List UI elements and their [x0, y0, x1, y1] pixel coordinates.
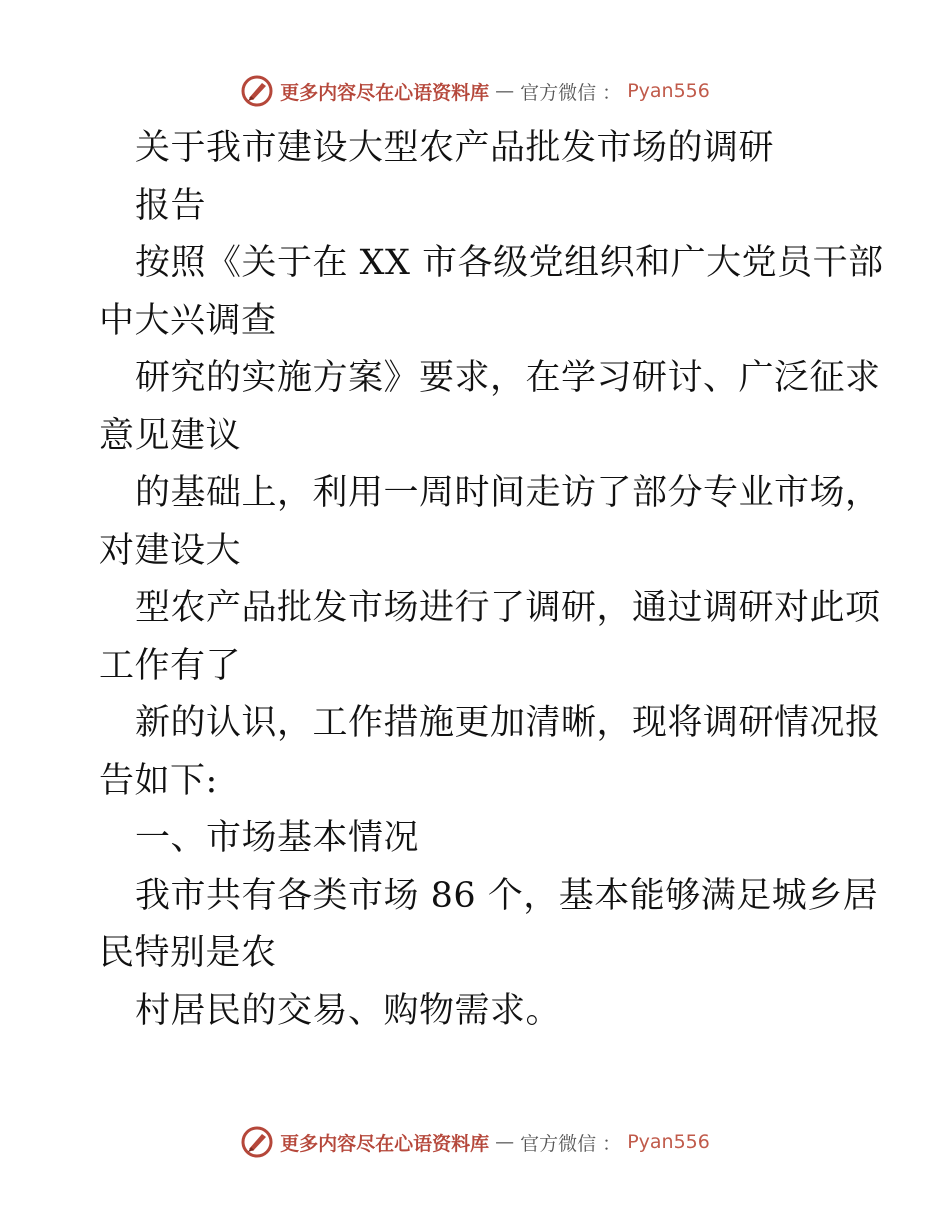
watermark-brand-text: 更多内容尽在心语资料库 — [280, 1132, 490, 1155]
watermark-colon: ： — [602, 1132, 622, 1155]
quill-pen-logo-icon — [240, 74, 274, 108]
document-line: 意见建议 — [99, 415, 242, 456]
section-heading: 一、市场基本情况 — [135, 818, 420, 858]
watermark-label: 官方微信 — [520, 1132, 597, 1155]
document-line: 告如下: — [99, 760, 218, 801]
watermark-colon: ： — [602, 81, 622, 104]
document-body — [99, 120, 884, 1040]
watermark-wechat-id: Pyan556 — [627, 1131, 710, 1153]
document-line: 研究的实施方案》要求，在学习研讨、广泛征求 — [135, 358, 881, 398]
watermark-separator: — — [495, 80, 515, 102]
document-line: 新的认识，工作措施更加清晰，现将调研情况报 — [135, 703, 881, 743]
document-line: 报告 — [135, 185, 207, 226]
watermark-separator: — — [495, 1131, 515, 1153]
document-line: 我市共有各类市场 86 个，基本能够满足城乡居 — [135, 875, 879, 916]
document-line: 关于我市建设大型农产品批发市场的调研 — [135, 128, 775, 168]
footer-watermark — [0, 1122, 950, 1162]
watermark-label: 官方微信 — [520, 81, 597, 104]
document-line: 村居民的交易、购物需求。 — [135, 990, 562, 1031]
watermark-wechat-id: Pyan556 — [627, 80, 710, 102]
header-watermark — [0, 71, 950, 111]
document-line: 工作有了 — [99, 645, 242, 686]
document-line: 型农产品批发市场进行了调研，通过调研对此项 — [135, 588, 881, 628]
document-line: 中大兴调查 — [99, 300, 277, 341]
document-line: 按照《关于在 XX 市各级党组织和广大党员干部 — [135, 243, 884, 283]
document-line: 对建设大 — [99, 530, 242, 571]
watermark-brand-text: 更多内容尽在心语资料库 — [280, 81, 490, 104]
quill-pen-logo-icon — [240, 1125, 274, 1159]
document-line: 的基础上，利用一周时间走访了部分专业市场， — [135, 473, 881, 513]
document-line: 民特别是农 — [99, 933, 277, 973]
